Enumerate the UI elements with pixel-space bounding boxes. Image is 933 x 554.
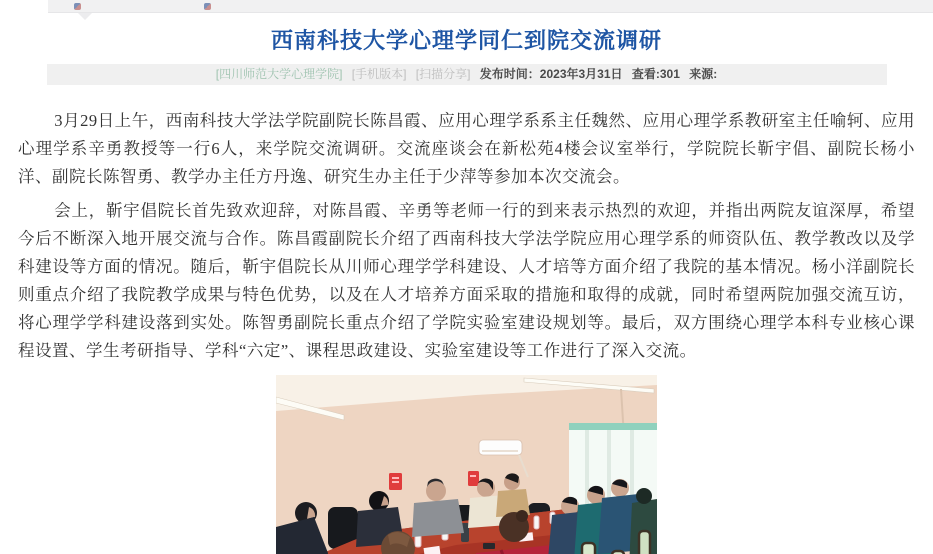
scan-share-link[interactable]: [扫描分享]	[415, 67, 471, 81]
publish-time: 发布时间：2023年3月31日	[479, 67, 623, 81]
meeting-photo-canvas	[276, 375, 657, 554]
favicon-icon[interactable]	[204, 3, 211, 10]
mobile-version-link[interactable]: [手机版本]	[351, 67, 407, 81]
favicon-icon[interactable]	[74, 3, 81, 10]
source-label: 来源:	[689, 67, 718, 81]
dropdown-caret-icon	[78, 13, 92, 20]
view-count: 查看:301	[631, 67, 680, 81]
site-link[interactable]: [四川师范大学心理学院]	[215, 67, 343, 81]
meeting-photo	[0, 375, 933, 554]
page-title: 西南科技大学心理学同仁到院交流调研	[270, 28, 662, 53]
article-body	[18, 107, 915, 365]
browser-strip	[48, 0, 933, 13]
paragraph-1: 3月29日上午，西南科技大学法学院副院长陈昌霞、应用心理学系系主任魏然、应用心理学系教研室主任喻轲、应用心理学系辛勇教授等一行6人，来学院交流调研。交流座谈会在新松苑4楼会议室举行，学院院长靳宇倡、副院长杨小洋、副院长陈智勇、教学办主任方丹逸、研究生办主任于少萍等参加本次交流会。	[18, 111, 915, 186]
paragraph-2: 会上，靳宇倡院长首先致欢迎辞，对陈昌霞、辛勇等老师一行的到来表示热烈的欢迎，并指出两院友谊深厚，希望今后不断深入地开展交流与合作。陈昌霞副院长介绍了西南科技大学法学院应用心理学系的师资队伍、教学教改以及学科建设等方面的情况。随后，靳宇倡院长从川师心理学学科建设、人才培等方面介绍了我院的基本情况。杨小洋副院长则重点介绍了我院教学成果与特色优势，以及在人才培养方面采取的措施和取得的成就，同时希望两院加强交流互访，将心理学学科建设落到实处。陈智勇副院长重点介绍了学院实验室建设规划等。最后，双方围绕心理学本科专业核心课程设置、学生考研指导、学科“六定”、课程思政建设、实验室建设等工作进行了深入交流。	[18, 201, 915, 360]
meta-bar	[47, 64, 887, 85]
